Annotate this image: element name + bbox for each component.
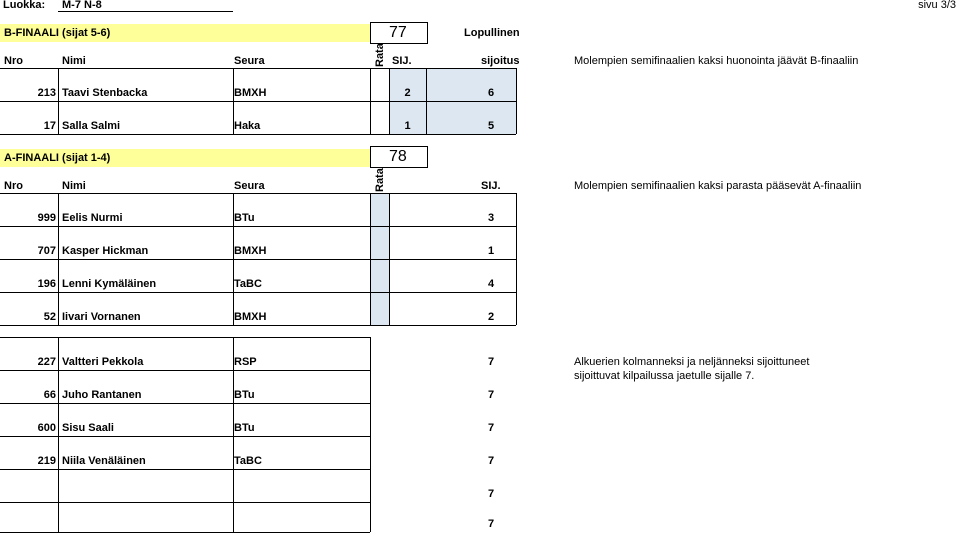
final-place: 7 xyxy=(487,488,495,500)
rider-name: Sisu Saali xyxy=(62,422,114,434)
rider-club: BMXH xyxy=(234,87,267,99)
final-place: 1 xyxy=(487,245,495,257)
a-col-slj: SIJ. xyxy=(481,180,501,192)
page-number: sivu 3/3 xyxy=(918,0,956,11)
a-vline xyxy=(389,193,390,325)
final-place: 2 xyxy=(487,311,495,323)
rider-club: BMXH xyxy=(234,311,267,323)
rider-number: 196 xyxy=(37,278,56,290)
rider-number: 52 xyxy=(43,311,56,323)
final-place: 7 xyxy=(487,455,495,467)
a-vline xyxy=(58,193,59,325)
class-label: Luokka: xyxy=(3,0,46,11)
b-final-note: Molempien semifinaalien kaksi huonointa jäävät B-finaaliin xyxy=(574,55,859,67)
final-place: 3 xyxy=(487,212,495,224)
final-place: 7 xyxy=(487,422,495,434)
b-col-seura: Seura xyxy=(234,55,265,67)
b-final-heat: 77 xyxy=(389,24,407,41)
final-label: Lopullinen xyxy=(464,27,520,39)
semi-place: 2 xyxy=(404,87,411,99)
b-col-nimi: Nimi xyxy=(62,55,86,67)
a-final-heat-box xyxy=(370,146,428,168)
b-final-title: B-FINAALI (sijat 5-6) xyxy=(4,27,111,39)
rider-club: TaBC xyxy=(234,278,262,290)
rider-number: 213 xyxy=(37,87,56,99)
a-col-seura: Seura xyxy=(234,180,265,192)
a-col-nro: Nro xyxy=(4,180,23,192)
shared-place-note-2: sijoittuvat kilpailussa jaetulle sijalle 7. xyxy=(574,370,755,382)
final-place: 4 xyxy=(487,278,495,290)
a-final-note: Molempien semifinaalien kaksi parasta pääsevät A-finaaliin xyxy=(574,180,862,192)
rider-name: Lenni Kymäläinen xyxy=(62,278,157,290)
final-place: 7 xyxy=(487,518,495,530)
rider-club: BMXH xyxy=(234,245,267,257)
a-line xyxy=(0,325,516,326)
rider-number: 999 xyxy=(37,212,56,224)
b-line xyxy=(0,134,516,135)
a-col-rata: Rata xyxy=(374,168,386,192)
rider-number: 600 xyxy=(37,422,56,434)
o-vline xyxy=(58,337,59,532)
o-line xyxy=(0,370,370,371)
shared-place-note-1: Alkuerien kolmanneksi ja neljänneksi sijoittuneet xyxy=(574,356,810,368)
rider-number: 227 xyxy=(37,356,56,368)
b-line xyxy=(0,101,516,102)
final-place: 7 xyxy=(487,356,495,368)
b-vline xyxy=(58,68,59,134)
rider-number: 66 xyxy=(43,389,56,401)
rider-club: Haka xyxy=(234,120,261,132)
semi-place: 1 xyxy=(404,120,411,132)
o-vline xyxy=(370,337,371,532)
class-value: M-7 N-8 xyxy=(62,0,102,11)
rider-club: BTu xyxy=(234,389,255,401)
a-line xyxy=(0,292,516,293)
rider-name: Niila Venäläinen xyxy=(62,455,146,467)
rider-number: 219 xyxy=(37,455,56,467)
b-col-slj: SIJ. xyxy=(392,55,412,67)
rider-club: TaBC xyxy=(234,455,262,467)
rider-name: Kasper Hickman xyxy=(62,245,149,257)
b-final-heat-box xyxy=(370,22,428,44)
o-line xyxy=(0,403,370,404)
b-col-nro: Nro xyxy=(4,55,23,67)
a-line xyxy=(0,226,516,227)
rider-name: Iivari Vornanen xyxy=(62,311,141,323)
o-line xyxy=(0,436,370,437)
a-final-heat: 78 xyxy=(389,148,407,165)
b-col-rata: Rata xyxy=(374,43,386,67)
rider-name: Salla Salmi xyxy=(62,120,121,132)
final-place: 7 xyxy=(487,389,495,401)
a-col-nimi: Nimi xyxy=(62,180,86,192)
rider-name: Taavi Stenbacka xyxy=(62,87,148,99)
final-place: 6 xyxy=(487,87,495,99)
a-line xyxy=(0,259,516,260)
a-final-title: A-FINAALI (sijat 1-4) xyxy=(4,152,111,164)
a-vline xyxy=(370,193,371,325)
rider-club: BTu xyxy=(234,422,255,434)
b-vline xyxy=(426,68,427,134)
b-col-sijoitus: sijoitus xyxy=(481,55,520,67)
class-underline xyxy=(58,11,233,12)
o-line xyxy=(0,532,370,533)
b-line xyxy=(0,68,516,69)
rider-club: RSP xyxy=(234,356,257,368)
final-place: 5 xyxy=(487,120,495,132)
o-line xyxy=(0,337,370,338)
o-line xyxy=(0,469,370,470)
rider-club: BTu xyxy=(234,212,255,224)
rider-name: Eelis Nurmi xyxy=(62,212,123,224)
rider-name: Valtteri Pekkola xyxy=(62,356,144,368)
rider-name: Juho Rantanen xyxy=(62,389,142,401)
a-vline xyxy=(516,193,517,325)
b-vline xyxy=(516,68,517,134)
o-line xyxy=(0,502,370,503)
a-line xyxy=(0,193,516,194)
rider-number: 17 xyxy=(43,120,56,132)
b-vline xyxy=(370,68,371,134)
rider-number: 707 xyxy=(37,245,56,257)
